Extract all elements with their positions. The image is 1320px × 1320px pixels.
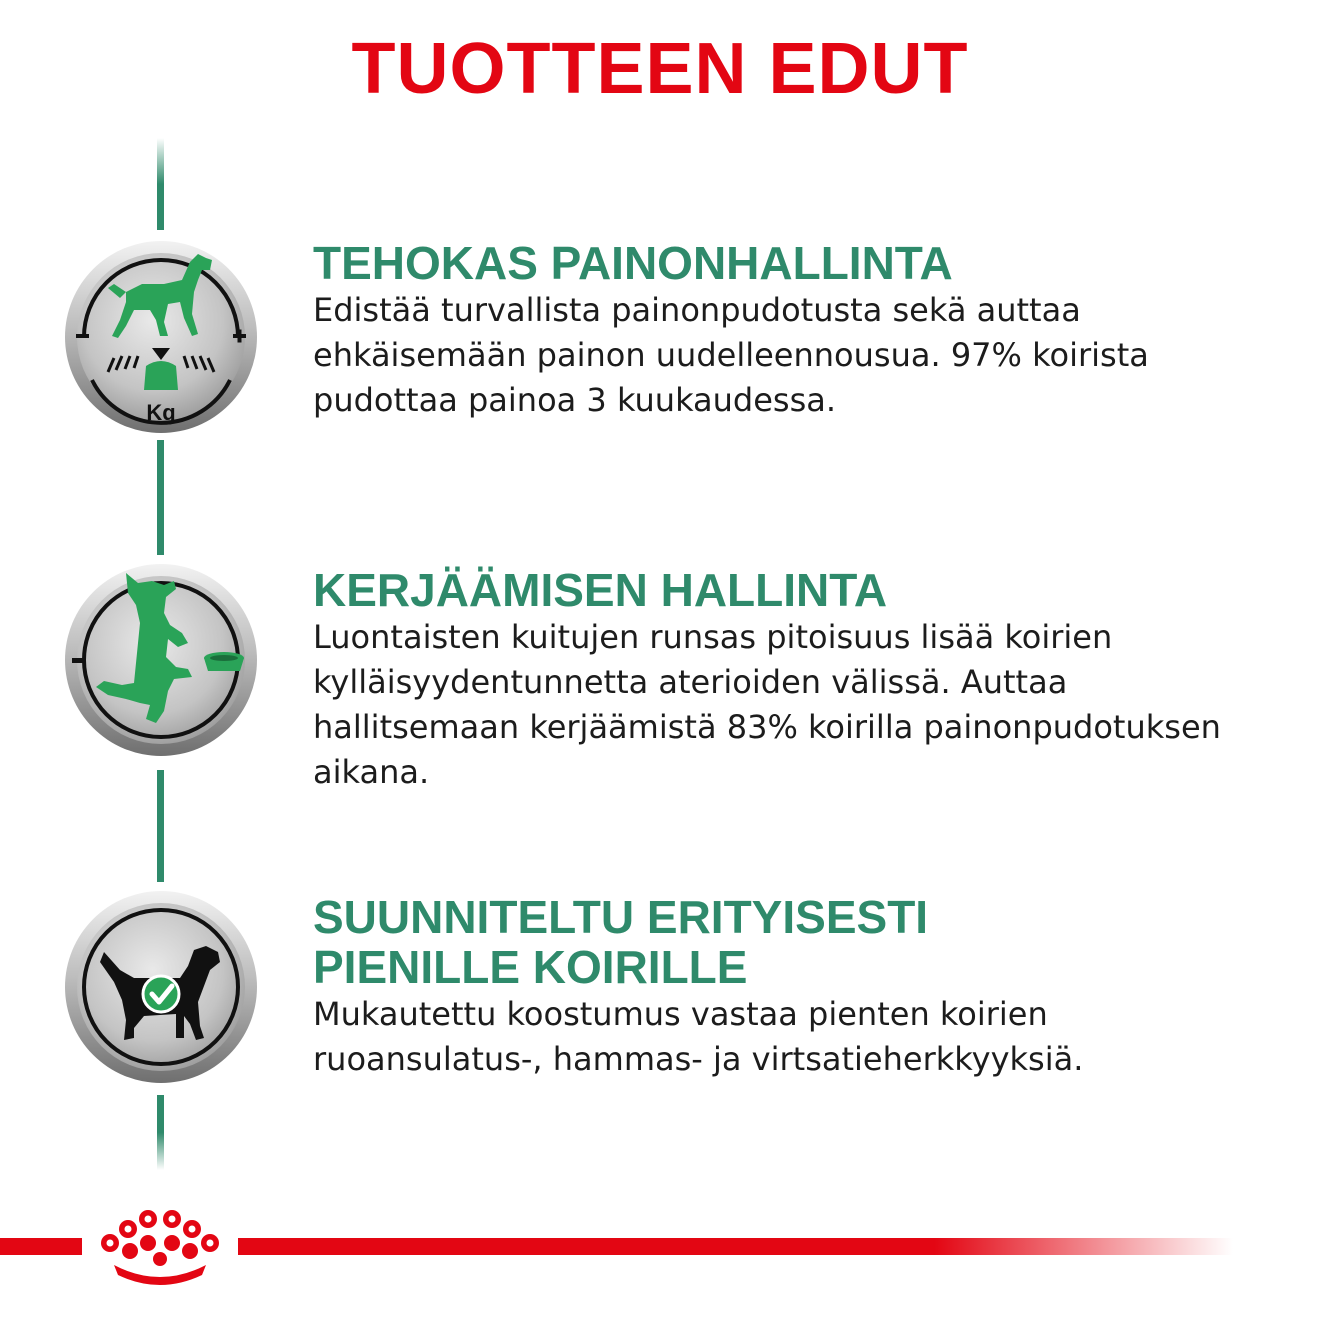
benefit-weight-management xyxy=(313,238,1273,423)
begging-dog-bowl-icon xyxy=(64,563,258,757)
page-title: TUOTTEEN EDUT xyxy=(351,29,969,109)
benefit-small-dogs xyxy=(313,892,1273,1082)
dog-weight-scale-icon xyxy=(64,240,258,434)
royal-canin-crown-logo xyxy=(90,1205,230,1285)
timeline-segment-bottom xyxy=(157,1095,164,1170)
benefit-heading: SUUNNITELTU ERITYISESTI PIENILLE KOIRILLE xyxy=(313,891,929,993)
timeline-segment xyxy=(157,770,164,882)
benefit-begging-control xyxy=(313,565,1273,795)
timeline-segment-top xyxy=(157,138,164,230)
benefit-text: Luontaisten kuitujen runsas pitoisuus lisää koirien kylläisyydentunnetta aterioiden välissä. Auttaa hallitsemaan kerjäämistä 83% koirilla painonpudotuksen aikana. xyxy=(313,618,1221,791)
footer-line xyxy=(0,1238,82,1255)
benefit-heading: KERJÄÄMISEN HALLINTA xyxy=(313,564,888,616)
benefit-text: Mukautettu koostumus vastaa pienten koirien ruoansulatus-, hammas- ja virtsatieherkkyyksiä. xyxy=(313,995,1084,1078)
footer-line-fade xyxy=(238,1238,1233,1255)
benefit-heading: TEHOKAS PAINONHALLINTA xyxy=(313,237,953,289)
timeline-segment xyxy=(157,440,164,555)
small-dog-check-icon xyxy=(64,890,258,1084)
kg-label: Kg xyxy=(146,400,176,425)
benefit-text: Edistää turvallista painonpudotusta sekä auttaa ehkäisemään painon uudelleennousua. 97% koirista pudottaa painoa 3 kuukaudessa. xyxy=(313,291,1149,419)
